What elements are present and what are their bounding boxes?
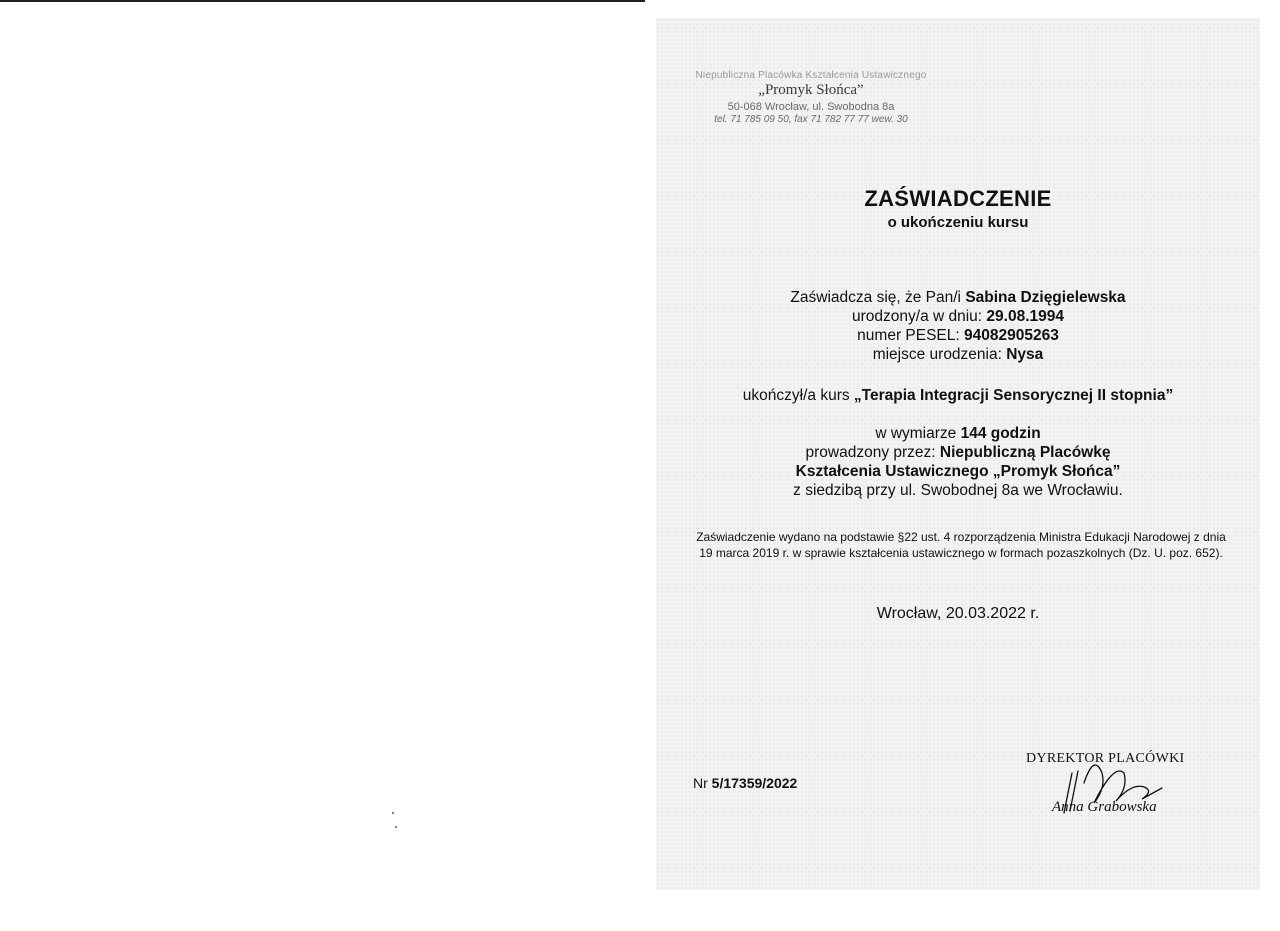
organizer-label: prowadzony przez:: [805, 444, 940, 461]
stamp-line-3: 50-068 Wrocław, ul. Swobodna 8a: [727, 101, 895, 113]
number-value: 5/17359/2022: [711, 775, 798, 791]
director-title: DYREKTOR PLACÓWKI: [1026, 751, 1185, 766]
certificate-number: [693, 775, 797, 791]
course-name: „Terapia Integracji Sensorycznej II stopnia”: [853, 387, 1174, 404]
legal-basis: Zaświadczenie wydano na podstawie §22 ust. 4 rozporządzenia Ministra Edukacji Narodowej z dnia 19 marca 2019 r. w sprawie kształcenia ustawicznego w formach pozaszkolnych (Dz. U. poz. 652).: [696, 530, 1226, 560]
certificate-page: [656, 18, 1260, 890]
document-title: ZAŚWIADCZENIE: [864, 186, 1052, 211]
birth-place: Nysa: [1006, 346, 1044, 363]
pesel-line: [656, 326, 1260, 345]
pesel-label: numer PESEL:: [857, 327, 964, 344]
scan-speck: [395, 826, 397, 828]
birth-date-label: urodzony/a w dniu:: [852, 308, 987, 325]
stamp-line-2: „Promyk Słońca”: [758, 82, 864, 98]
hours-label: w wymiarze: [875, 425, 961, 442]
person-name: Sabina Dzięgielewska: [965, 289, 1126, 306]
person-name-line: [656, 288, 1260, 307]
stamp-line-4: tel. 71 785 09 50, fax 71 782 77 77 wew. 30: [714, 114, 908, 125]
organizer-seat: z siedzibą przy ul. Swobodnej 8a we Wrocławiu.: [793, 482, 1123, 499]
issue-date: Wrocław, 20.03.2022 r.: [876, 605, 1040, 622]
director-signature-block: [1024, 743, 1194, 843]
birth-place-line: [656, 345, 1260, 364]
director-name: Anna Grabowska: [1052, 799, 1157, 815]
institution-stamp: [666, 70, 956, 125]
organizer-name-2: Kształcenia Ustawicznego „Promyk Słońca”: [795, 463, 1121, 480]
birth-date: 29.08.1994: [986, 308, 1064, 325]
course-line: [656, 386, 1260, 405]
scope-block: [656, 424, 1260, 500]
stamp-line-1: Niepubliczna Placówka Kształcenia Ustawicznego: [695, 70, 927, 81]
organizer-name-1: Niepubliczną Placówkę: [939, 444, 1111, 461]
hours-value: 144 godzin: [960, 425, 1041, 442]
document-subtitle: o ukończeniu kursu: [887, 214, 1029, 231]
scan-speck: [392, 812, 394, 814]
intro-text: Zaświadcza się, że Pan/i: [790, 289, 966, 306]
organizer-line: [656, 443, 1260, 462]
birth-date-line: [656, 307, 1260, 326]
hours-line: [656, 424, 1260, 443]
birth-place-label: miejsce urodzenia:: [872, 346, 1007, 363]
blank-left-page: [0, 2, 656, 931]
number-prefix: Nr: [693, 775, 712, 791]
course-label: ukończył/a kurs: [742, 387, 854, 404]
handwritten-signature: [1024, 743, 1194, 843]
person-block: [656, 288, 1260, 364]
pesel-number: 94082905263: [964, 327, 1059, 344]
